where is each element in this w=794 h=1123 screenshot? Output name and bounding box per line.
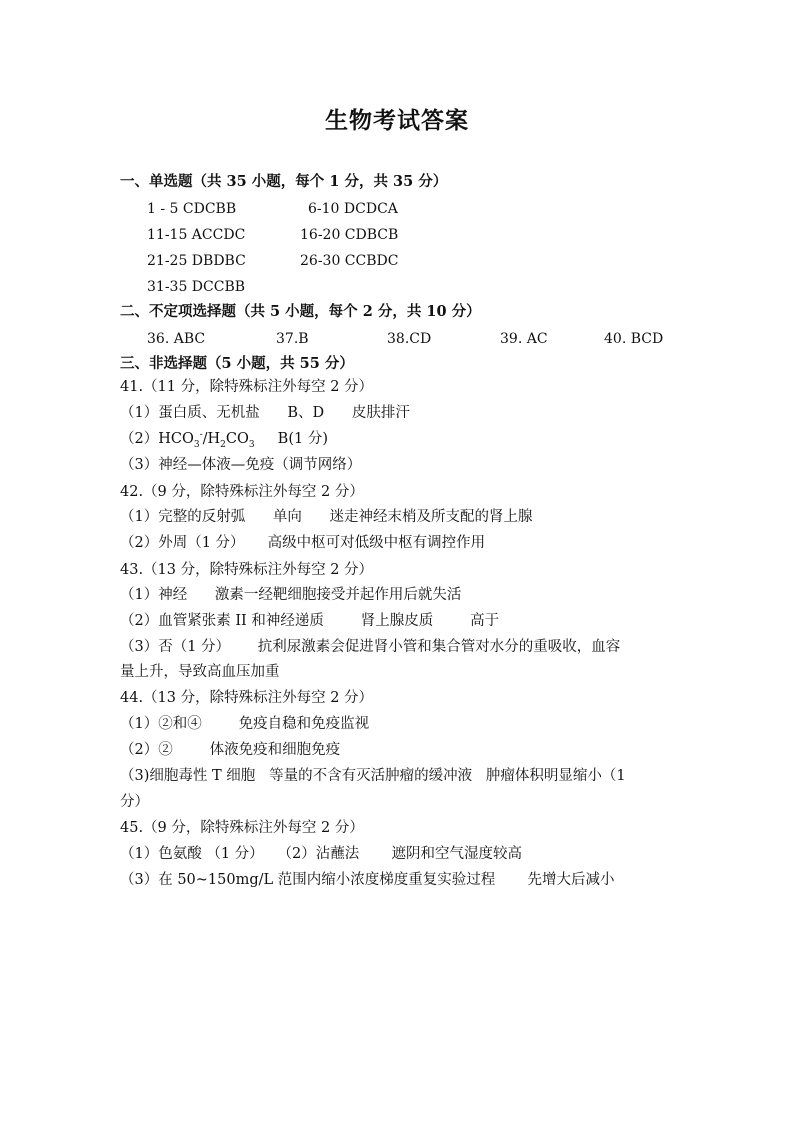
answer-row-left: 11-15 ACCDC: [147, 227, 246, 243]
answer-line: （2）血管紧张素 II 和神经递质 肾上腺皮质 高于: [120, 613, 500, 629]
answer-item: 38.CD: [387, 331, 432, 347]
answer-item: 39. AC: [500, 331, 548, 347]
answer-line: （3）神经—体液—免疫（调节网络）: [120, 457, 362, 473]
formula-superscript: -: [199, 430, 203, 441]
section-heading-multiple-choice: 二、不定项选择题（共 5 小题，每个 2 分，共 10 分）: [120, 303, 481, 320]
answer-row-left: 21-25 DBDBC: [147, 253, 246, 269]
answer-line: （1）完整的反射弧 单向 迷走神经末梢及所支配的肾上腺: [120, 509, 533, 525]
formula-prefix: （2）HCO: [120, 431, 194, 447]
question-header: 43.（13 分，除特殊标注外每空 2 分）: [120, 562, 374, 578]
answer-line: （3)细胞毒性 T 细胞 等量的不含有灭活肿瘤的缓冲液 肿瘤体积明显缩小（1: [120, 768, 626, 784]
answer-line: （1）②和④ 免疫自稳和免疫监视: [120, 716, 370, 732]
formula-subscript: 2: [220, 439, 226, 450]
question-header: 41.（11 分，除特殊标注外每空 2 分）: [120, 379, 374, 395]
answer-row-left: 1 - 5 CDCBB: [147, 201, 237, 217]
answer-line: 分）: [120, 794, 149, 810]
answer-line: （1）色氨酸 （1 分） （2）沾蘸法 遮阴和空气湿度较高: [120, 846, 522, 862]
answer-line: 量上升，导致高血压加重: [120, 664, 280, 680]
page-title: 生物考试答案: [325, 107, 469, 134]
answer-line-formula: [120, 429, 328, 449]
formula-subscript: 3: [248, 439, 255, 450]
answer-item: 36. ABC: [147, 331, 206, 347]
answer-line: （2）外周（1 分） 高级中枢可对低级中枢有调控作用: [120, 535, 486, 551]
formula-middle: CO: [225, 431, 249, 447]
answer-line: （3）否（1 分） 抗利尿激素会促进肾小管和集合管对水分的重吸收，血容: [120, 639, 621, 655]
section-heading-single-choice: 一、单选题（共 35 小题，每个 1 分，共 35 分）: [120, 173, 448, 190]
question-header: 44.（13 分，除特殊标注外每空 2 分）: [120, 690, 374, 706]
answer-line: （2）② 体液免疫和细胞免疫: [120, 742, 341, 758]
question-header: 42.（9 分，除特殊标注外每空 2 分）: [120, 484, 364, 500]
question-header: 45.（9 分，除特殊标注外每空 2 分）: [120, 820, 364, 836]
answer-row-right: 6-10 DCDCA: [308, 201, 398, 217]
formula-subscript: 3: [193, 439, 200, 450]
formula-middle: /H: [202, 431, 221, 447]
answer-item: 40. BCD: [604, 331, 664, 347]
answer-row-right: 26-30 CCBDC: [300, 253, 399, 269]
answer-line: （3）在 50~150mg/L 范围内缩小浓度梯度重复实验过程 先增大后减小: [120, 872, 615, 888]
answer-row-right: 16-20 CDBCB: [300, 227, 399, 243]
answer-line: （1）神经 激素一经靶细胞接受并起作用后就失活: [120, 587, 462, 603]
answer-line: （1）蛋白质、无机盐 B、D 皮肤排汗: [120, 405, 410, 421]
formula-suffix: B(1 分): [254, 431, 328, 447]
answer-item: 37.B: [276, 331, 309, 347]
section-heading-non-choice: 三、非选择题（5 小题，共 55 分）: [120, 355, 354, 372]
answer-row-left: 31-35 DCCBB: [147, 279, 246, 295]
